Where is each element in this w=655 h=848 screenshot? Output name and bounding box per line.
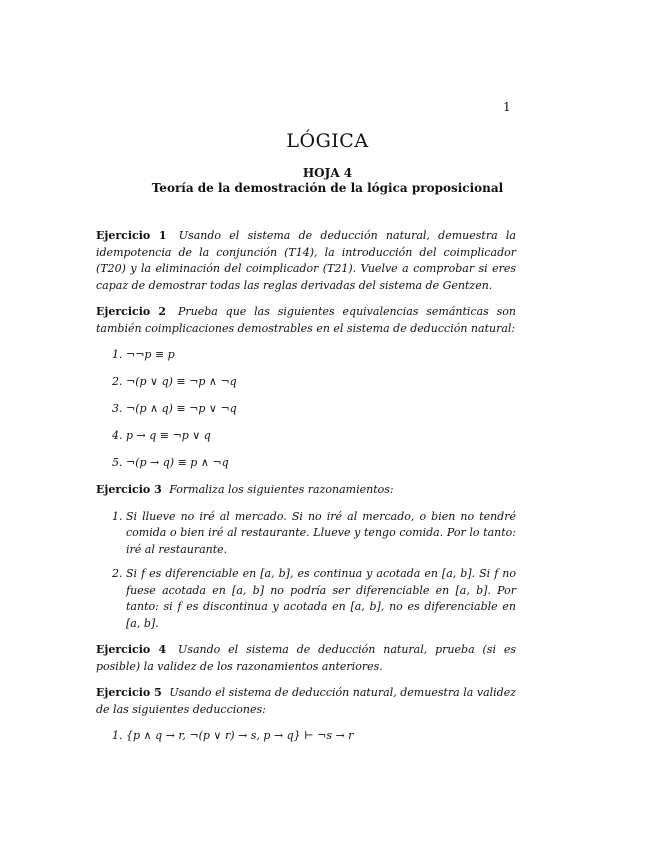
list-item (126, 401, 516, 418)
list-item (126, 428, 516, 445)
exercise-text: Usando el sistema de deducción natural, prueba (si es posible) la validez de los razonamientos anteriores. (96, 643, 517, 673)
exercise-text: Prueba que las siguientes equivalencias semánticas son también coimplicaciones demostrables en el sistema de deducción natural: (96, 305, 517, 335)
exercise-1 (96, 228, 516, 294)
list-item (126, 509, 516, 559)
list-item (126, 455, 516, 472)
exercise-label: Ejercicio 1 (96, 229, 167, 242)
exercise-text: Usando el sistema de deducción natural, demuestra la idempotencia de la conjunción (T14), la introducción del coimplicador (T20) y la eliminación del coimplicador (T21). Vuelve a comprobar si eres capaz de demostrar todas las reglas derivadas del sistema de Gentzen. (96, 229, 516, 292)
exercise-5 (96, 685, 516, 718)
formula: ¬(p → q) ≡ p ∧ ¬q (126, 456, 229, 469)
document-subtitle: Teoría de la demostración de la lógica proposicional (151, 181, 504, 195)
exercise-label: Ejercicio 4 (96, 643, 167, 656)
exercise-4 (96, 642, 516, 675)
exercise-label: Ejercicio 2 (96, 305, 167, 318)
list-item (126, 374, 516, 391)
sheet-heading: HOJA 4 (302, 166, 353, 180)
exercise-text: Usando el sistema de deducción natural, demuestra la validez de las siguientes deducciones: (96, 686, 517, 716)
formula: ¬(p ∨ q) ≡ ¬p ∧ ¬q (126, 375, 237, 388)
deduction-list (96, 728, 516, 745)
list-item (126, 728, 516, 745)
formula: ¬(p ∧ q) ≡ ¬p ∨ ¬q (126, 402, 237, 415)
exercise-label: Ejercicio 5 (96, 686, 162, 699)
exercise-3 (96, 482, 516, 499)
exercise-label: Ejercicio 3 (96, 483, 162, 496)
reasoning-list (96, 509, 516, 633)
list-item (126, 347, 516, 364)
document-title: LÓGICA (286, 130, 369, 152)
reasoning-text: Si llueve no iré al mercado. Si no iré al mercado, o bien no tendré comida o bien iré al restaurante. Llueve y tengo comida. Por lo tanto: iré al restaurante. (126, 509, 516, 556)
exercise-2 (96, 304, 516, 337)
reasoning-text: Si f es diferenciable en [a, b], es continua y acotada en [a, b]. Si f no fuese acotada en [a, b] no podría ser diferenciable en [a, b]. Por tanto: si f es discontinua y acotada en [a, b], no es diferenciable en [a, b]. (126, 567, 516, 630)
formula: {p ∧ q → r, ¬(p ∨ r) → s, p → q} ⊢ ¬s → r (126, 729, 354, 742)
list-item (126, 566, 516, 632)
formula: p → q ≡ ¬p ∨ q (126, 429, 211, 442)
exercise-list (96, 228, 516, 755)
equivalence-list (96, 347, 516, 472)
page-number: 1 (503, 100, 511, 114)
formula: ¬¬p ≡ p (126, 348, 175, 361)
exercise-text: Formaliza los siguientes razonamientos: (169, 483, 394, 496)
